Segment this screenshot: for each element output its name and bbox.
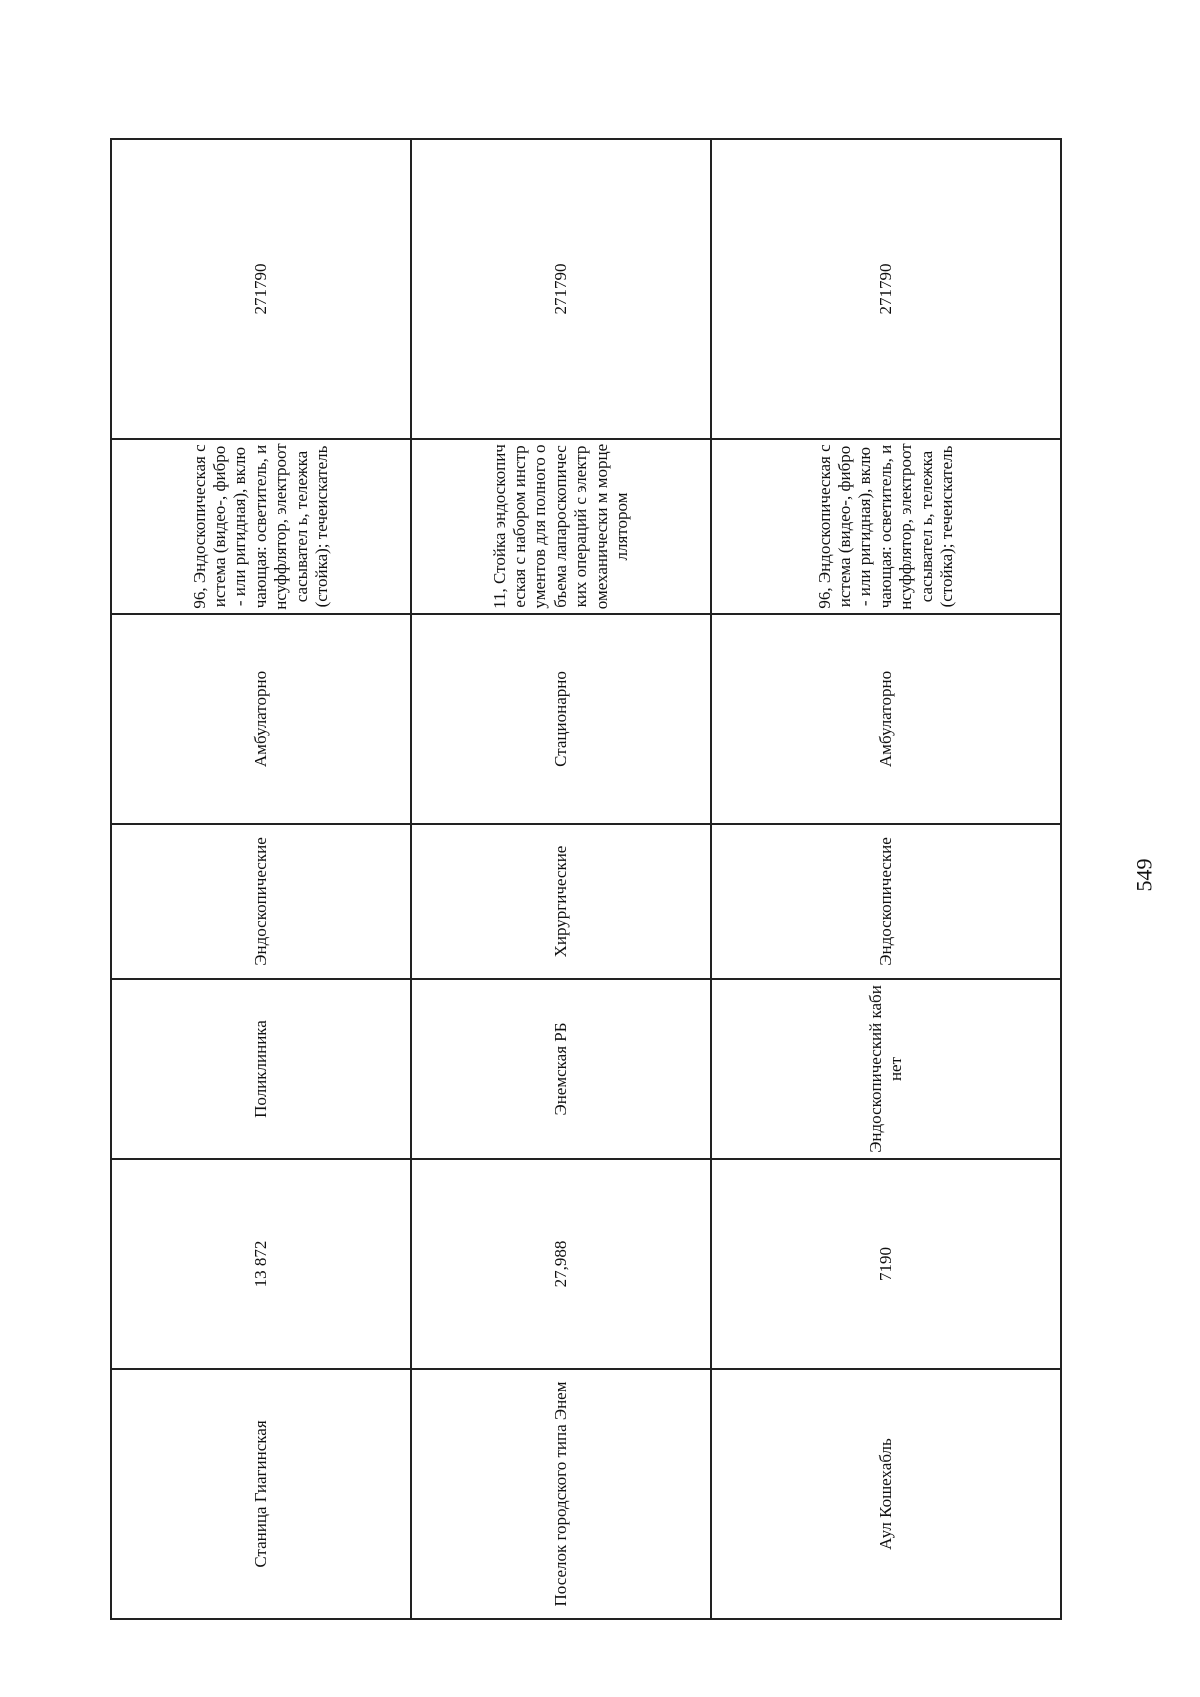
equipment-cell: 96, Эндоскопическая система (видео-, фибро- или ригидная), включающая: осветитель, инсуффлятор, электроотсасывател ь, тележка (стойка); течеискатель xyxy=(111,439,411,614)
care-type-cell: Амбулаторно xyxy=(111,614,411,824)
rotated-page-content xyxy=(110,140,1060,1620)
code-cell: 271790 xyxy=(111,139,411,439)
equipment-cell: 11, Стойка эндоскопическая с набором инструментов для полного объема лапароскопических операций с электромеханически м морцеллятором xyxy=(411,439,711,614)
population-cell: 27,988 xyxy=(411,1159,711,1369)
page-number: 549 xyxy=(1131,858,1157,892)
population-cell: 13 872 xyxy=(111,1159,411,1369)
equipment-cell: 96, Эндоскопическая система (видео-, фибро- или ригидная), включающая: осветитель, инсуффлятор, электроотсасывател ь, тележка (стойка); течеискатель xyxy=(711,439,1061,614)
profile-cell: Эндоскопические xyxy=(711,824,1061,979)
table-row xyxy=(411,139,711,1619)
settlement-cell: Станица Гиагинская xyxy=(111,1369,411,1619)
facility-cell: Эндоскопический кабинет xyxy=(711,979,1061,1159)
table-row xyxy=(111,139,411,1619)
table-row xyxy=(711,139,1061,1619)
code-cell: 271790 xyxy=(411,139,711,439)
care-type-cell: Стационарно xyxy=(411,614,711,824)
facility-cell: Поликлиника xyxy=(111,979,411,1159)
profile-cell: Хирургические xyxy=(411,824,711,979)
settlement-cell: Аул Кошехабль xyxy=(711,1369,1061,1619)
care-type-cell: Амбулаторно xyxy=(711,614,1061,824)
settlement-cell: Поселок городского типа Энем xyxy=(411,1369,711,1619)
code-cell: 271790 xyxy=(711,139,1061,439)
equipment-table xyxy=(110,138,1062,1620)
profile-cell: Эндоскопические xyxy=(111,824,411,979)
facility-cell: Энемская РБ xyxy=(411,979,711,1159)
population-cell: 7190 xyxy=(711,1159,1061,1369)
